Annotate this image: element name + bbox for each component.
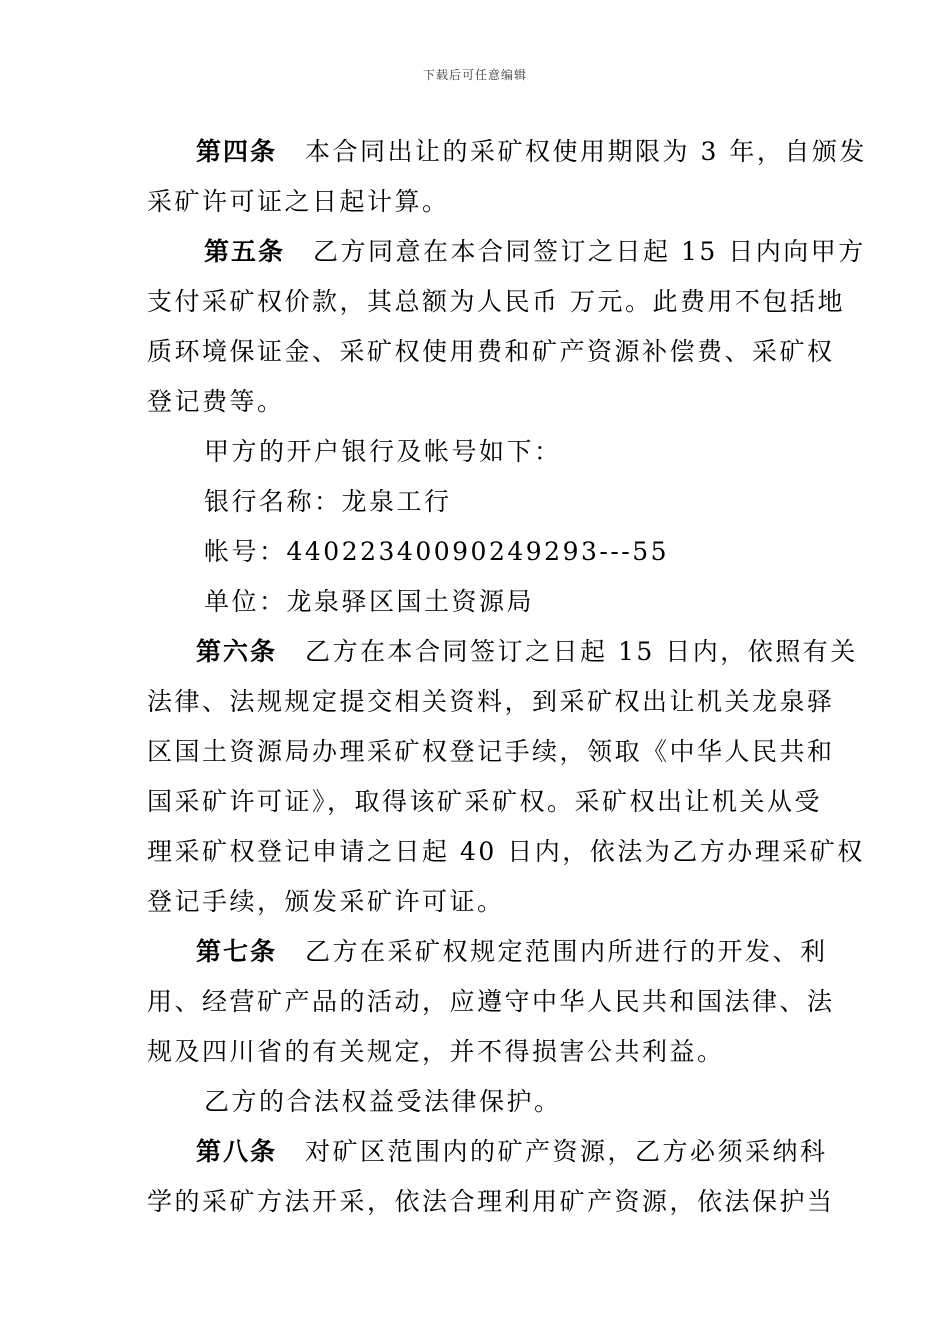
article-8-title: 第八条 bbox=[196, 1137, 278, 1166]
article-6-line-2: 法律、法规规定提交相关资料，到采矿权出让机关龙泉驿 bbox=[147, 687, 835, 716]
article-5-line-3: 质环境保证金、采矿权使用费和矿产资源补偿费、采矿权 bbox=[147, 337, 835, 366]
bank-name: 银行名称：龙泉工行 bbox=[204, 487, 452, 516]
article-8-line-1 bbox=[196, 1137, 828, 1167]
article-5-text-1: 乙方同意在本合同签订之日起 15 日内向甲方 bbox=[313, 237, 866, 266]
article-4-line-2: 采矿许可证之日起计算。 bbox=[147, 187, 450, 216]
article-6-title: 第六条 bbox=[196, 637, 278, 666]
article-7-title: 第七条 bbox=[196, 937, 278, 966]
article-4-line-1 bbox=[196, 137, 867, 167]
article-6-line-3: 区国土资源局办理采矿权登记手续，领取《中华人民共和 bbox=[147, 737, 835, 766]
article-8-line-2: 学的采矿方法开采，依法合理利用矿产资源，依法保护当 bbox=[147, 1187, 835, 1216]
article-7-extra: 乙方的合法权益受法律保护。 bbox=[204, 1087, 562, 1116]
article-8-text-1: 对矿区范围内的矿产资源，乙方必须采纳科 bbox=[305, 1137, 828, 1166]
bank-unit: 单位：龙泉驿区国土资源局 bbox=[204, 587, 535, 616]
article-7-line-2: 用、经营矿产品的活动，应遵守中华人民共和国法律、法 bbox=[147, 987, 835, 1016]
article-5-line-1 bbox=[204, 237, 866, 267]
article-5-line-2: 支付采矿权价款，其总额为人民币 万元。此费用不包括地 bbox=[147, 287, 845, 316]
bank-account: 帐号：44022340090249293---55 bbox=[204, 537, 670, 566]
article-7-text-1: 乙方在采矿权规定范围内所进行的开发、利 bbox=[305, 937, 828, 966]
article-6-line-4: 国采矿许可证》，取得该矿采矿权。采矿权出让机关从受 bbox=[147, 787, 823, 816]
article-4-title: 第四条 bbox=[196, 137, 278, 166]
article-6-line-5: 理采矿权登记申请之日起 40 日内，依法为乙方办理采矿权 bbox=[147, 837, 865, 866]
article-5-line-4: 登记费等。 bbox=[147, 387, 285, 416]
article-6-line-6: 登记手续，颁发采矿许可证。 bbox=[147, 887, 505, 916]
article-7-line-3: 规及四川省的有关规定，并不得损害公共利益。 bbox=[147, 1037, 725, 1066]
bank-intro: 甲方的开户银行及帐号如下： bbox=[204, 437, 562, 466]
article-4-text-1: 本合同出让的采矿权使用期限为 3 年，自颁发 bbox=[305, 137, 867, 166]
article-7-line-1 bbox=[196, 937, 828, 967]
header-note: 下载后可任意编辑 bbox=[422, 68, 527, 82]
article-5-title: 第五条 bbox=[204, 237, 286, 266]
article-6-text-1: 乙方在本合同签订之日起 15 日内，依照有关 bbox=[305, 637, 858, 666]
article-6-line-1 bbox=[196, 637, 858, 667]
